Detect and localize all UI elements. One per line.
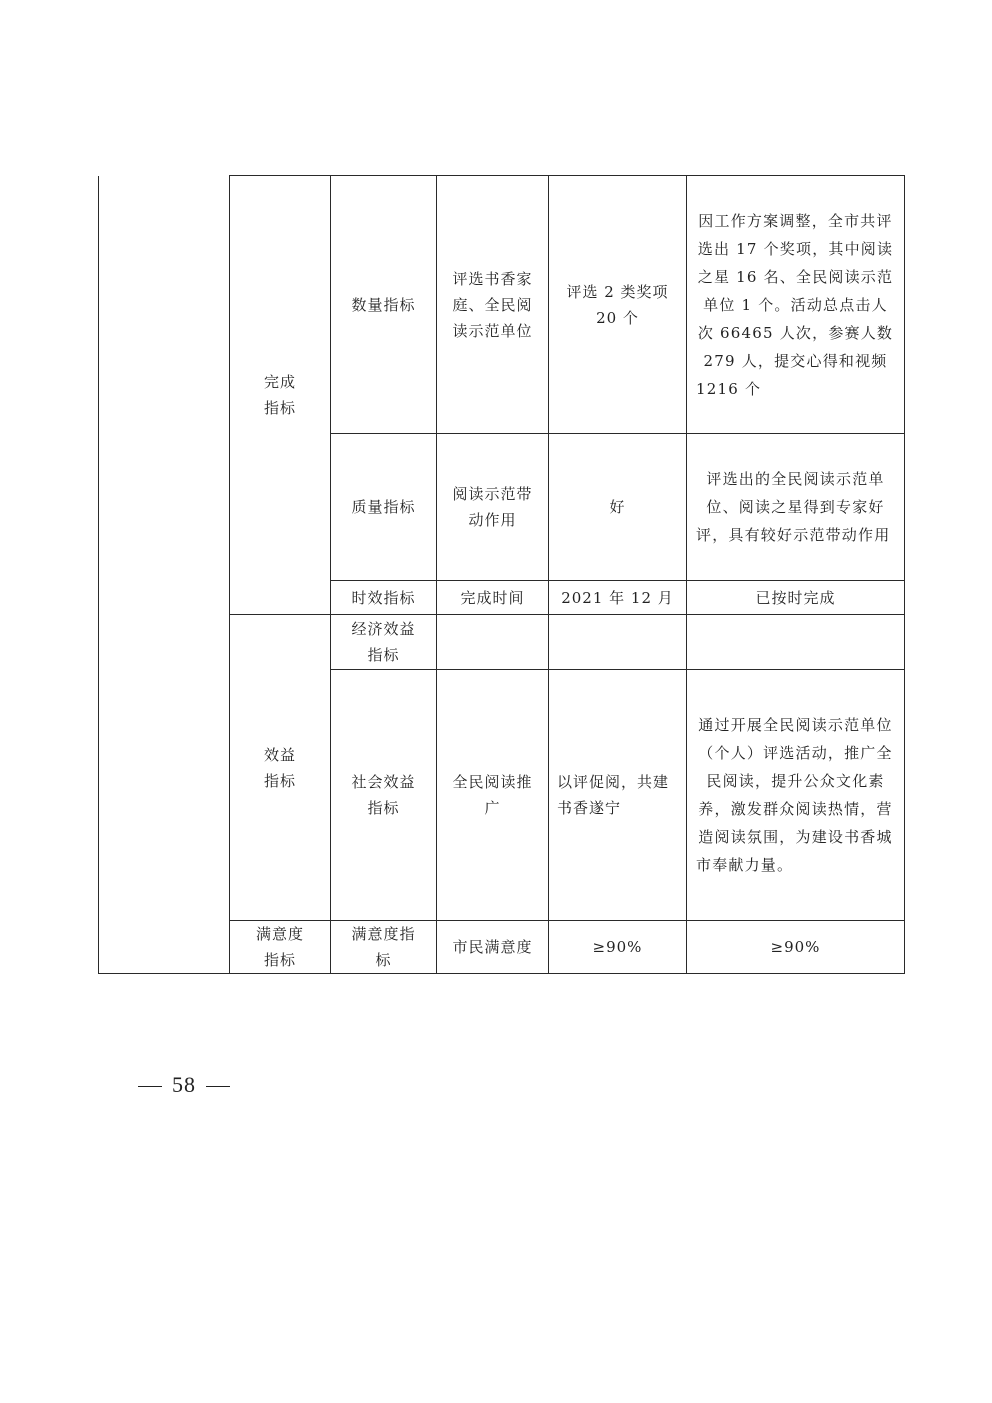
item-cell: 市民满意度	[437, 921, 549, 974]
performance-indicator-table	[98, 175, 905, 974]
page-number: 58	[128, 1072, 240, 1098]
item-cell: 评选书香家庭、全民阅读示范单位	[437, 176, 549, 434]
target-cell: ≥90%	[549, 921, 687, 974]
indicator-cell: 经济效益指标	[331, 615, 437, 670]
target-cell: 评选 2 类奖项 20 个	[549, 176, 687, 434]
table-row-quantity	[99, 176, 905, 434]
item-cell: 阅读示范带动作用	[437, 434, 549, 581]
target-cell: 2021 年 12 月	[549, 581, 687, 615]
item-cell	[437, 615, 549, 670]
item-cell: 完成时间	[437, 581, 549, 615]
actual-cell: 评选出的全民阅读示范单位、阅读之星得到专家好评，具有较好示范带动作用	[687, 434, 905, 581]
target-cell: 好	[549, 434, 687, 581]
indicator-cell: 数量指标	[331, 176, 437, 434]
group-cell-benefit: 效益指标	[230, 615, 331, 921]
group-cell-satisfaction: 满意度指标	[230, 921, 331, 974]
outer-blank-cell	[99, 176, 230, 974]
actual-cell: 已按时完成	[687, 581, 905, 615]
actual-cell	[687, 615, 905, 670]
indicator-cell: 满意度指标	[331, 921, 437, 974]
indicator-cell: 质量指标	[331, 434, 437, 581]
dash-right	[206, 1086, 230, 1087]
actual-cell: 因工作方案调整，全市共评选出 17 个奖项，其中阅读之星 16 名、全民阅读示范单位 1 个。活动总点击人次 66465 人次，参赛人数 279 人，提交心得和视频 1216 个	[687, 176, 905, 434]
target-cell: 以评促阅，共建书香遂宁	[549, 670, 687, 921]
actual-cell: ≥90%	[687, 921, 905, 974]
indicator-cell: 社会效益指标	[331, 670, 437, 921]
target-cell	[549, 615, 687, 670]
dash-left	[138, 1086, 162, 1087]
indicator-cell: 时效指标	[331, 581, 437, 615]
group-cell-completion: 完成指标	[230, 176, 331, 615]
actual-cell: 通过开展全民阅读示范单位（个人）评选活动，推广全民阅读，提升公众文化素养，激发群众阅读热情，营造阅读氛围，为建设书香城市奉献力量。	[687, 670, 905, 921]
item-cell: 全民阅读推广	[437, 670, 549, 921]
